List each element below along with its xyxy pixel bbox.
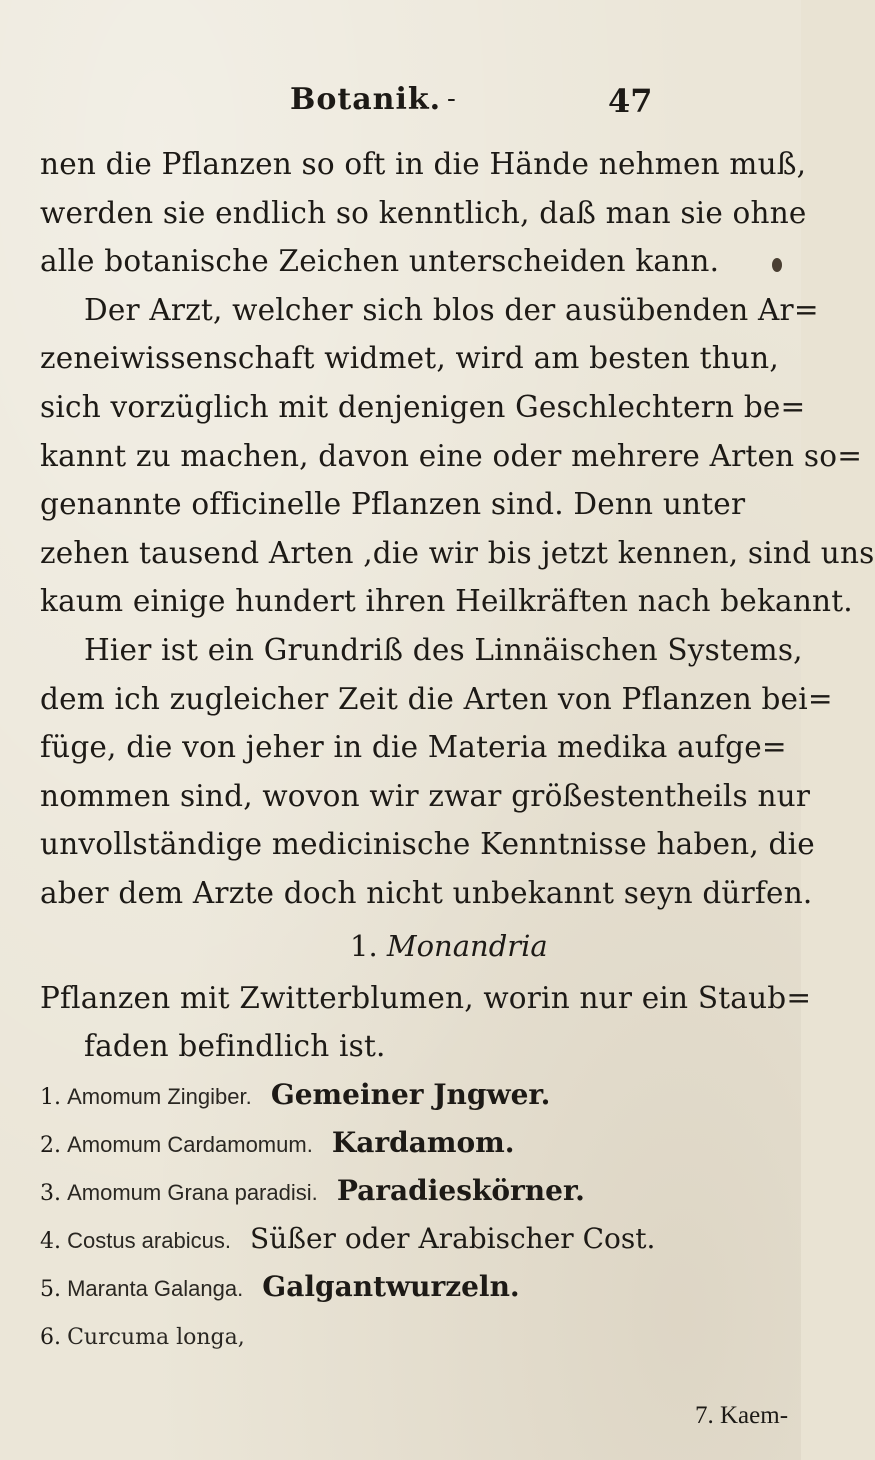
text-line: dem ich zugleicher Zeit die Arten von Pflanzen bei= [40,681,833,716]
entry-latin-name: Maranta Galanga. [67,1275,244,1301]
text-line: nommen sind, wovon wir zwar größestentheils nur [40,778,811,813]
page-header [0,82,801,126]
section-title: Monandria [386,928,548,963]
page-number: 47 [608,82,653,120]
text-line: kaum einige hundert ihren Heilkräften nach bekannt. [40,584,853,619]
body-text [40,140,875,1359]
entry-latin-name: Curcuma longa, [67,1324,245,1350]
plant-entry [40,1215,775,1263]
text-line: nen die Pflanzen so oft in die Hände nehmen muß, [40,147,807,181]
text-line: aber dem Arzte doch nicht unbekannt seyn dürfen. [40,875,813,910]
plant-entry [40,1311,775,1359]
entry-number: 4. [40,1228,61,1254]
entry-german-name: Gemeiner Jngwer. [270,1077,551,1111]
entry-latin-name: Costus arabicus. [67,1227,231,1253]
entry-number: 3. [40,1180,61,1206]
text-line: kannt zu machen, davon eine oder mehrere Arten so= [40,438,863,473]
text-line: zehen tausend Arten ,die wir bis jetzt kennen, sind uns [40,535,875,570]
section-number: 1. [350,928,378,963]
running-head: Botanik. [290,82,442,117]
text-line: alle botanische Zeichen unterscheiden kann. [40,244,720,279]
text-line: sich vorzüglich mit denjenigen Geschlechtern be= [40,389,806,424]
plant-entry [40,1119,775,1167]
text-line: unvollständige medicinische Kenntnisse haben, die [40,827,815,862]
text-line: füge, die von jeher in die Materia medika aufge= [40,730,787,765]
entry-german-name: Süßer oder Arabischer Cost. [250,1221,656,1255]
entry-latin-name: Amomum Grana paradisi. [67,1179,318,1205]
entry-german-name: Galgantwurzeln. [262,1269,520,1303]
text-line: zeneiwissenschaft widmet, wird am besten thun, [40,341,779,376]
section-heading [40,918,775,974]
text-line: Der Arzt, welcher sich blos der ausübenden Ar= [84,292,819,327]
plant-entry [40,1263,775,1311]
entry-german-name: Kardamom. [331,1125,515,1159]
entry-latin-name: Amomum Zingiber. [67,1083,252,1109]
entry-german-name: Paradieskörner. [336,1173,585,1207]
header-dash: - [447,84,456,114]
text-line: Hier ist ein Grundriß des Linnäischen Systems, [84,632,803,667]
section-description-line: Pflanzen mit Zwitterblumen, worin nur ein Staub= [40,980,812,1015]
plant-entry [40,1071,775,1119]
entry-number: 5. [40,1276,61,1302]
catchword: 7. Kaem- [695,1402,789,1429]
entry-number: 6. [40,1324,61,1350]
section-description-line: faden befindlich ist. [84,1029,386,1064]
entry-number: 2. [40,1132,61,1158]
text-line: werden sie endlich so kenntlich, daß man sie ohne [40,195,807,230]
text-line: genannte officinelle Pflanzen sind. Denn unter [40,487,746,522]
entry-number: 1. [40,1084,61,1110]
entry-latin-name: Amomum Cardamomum. [67,1131,313,1157]
plant-entry [40,1167,775,1215]
